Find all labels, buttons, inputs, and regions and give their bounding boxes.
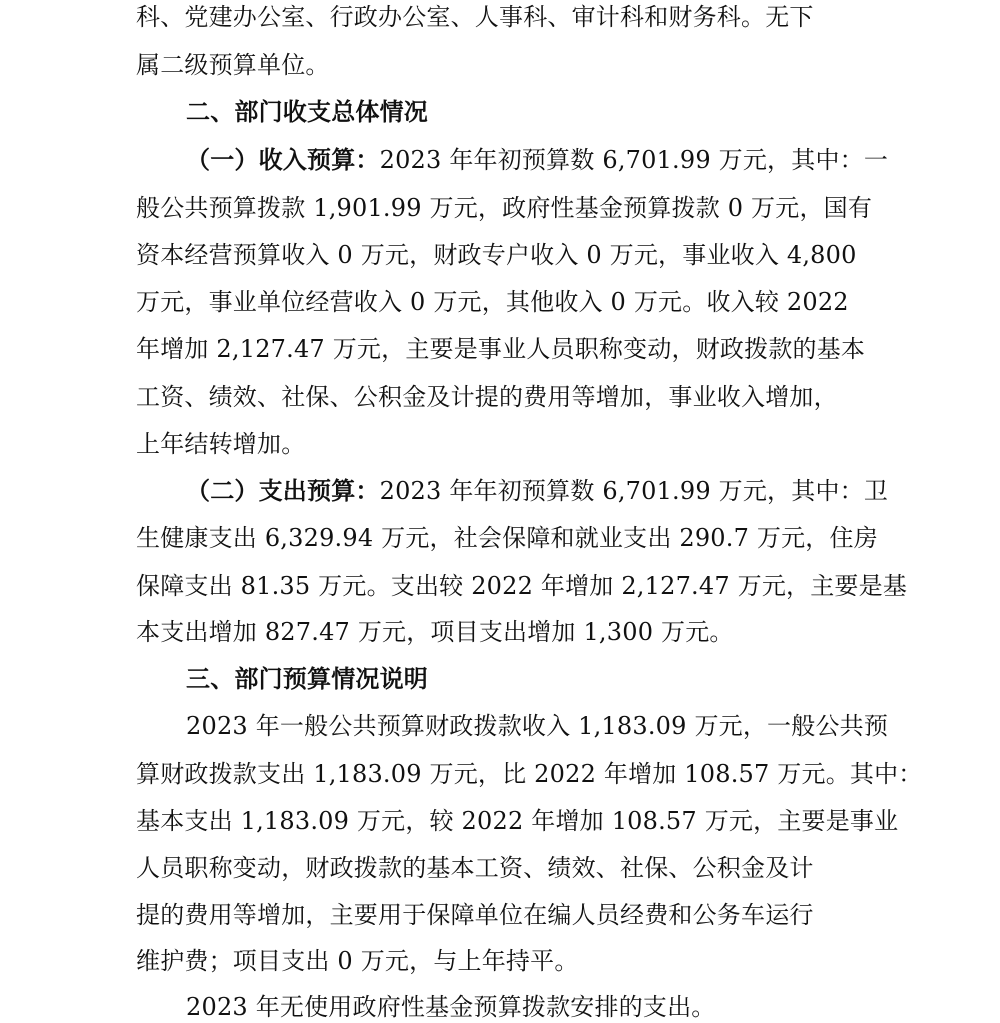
paragraph-line: 2023 年无使用政府性基金预算拨款安排的支出。 [186,993,716,1021]
paragraph-line [186,476,888,506]
paragraph-line: 资本经营预算收入 0 万元，财政专户收入 0 万元，事业收入 4,800 [136,241,857,269]
paragraph-line [186,145,888,175]
subheading-expense: （二）支出预算： [186,476,380,505]
paragraph-line: 维护费；项目支出 0 万元，与上年持平。 [136,947,579,975]
paragraph-line: 2023 年一般公共预算财政拨款收入 1,183.09 万元，一般公共预 [186,712,889,740]
paragraph-line: 科、党建办公室、行政办公室、人事科、审计科和财务科。无下 [136,3,814,31]
paragraph-text: 2023 年年初预算数 6,701.99 万元，其中：卫 [379,477,889,505]
paragraph-line: 保障支出 81.35 万元。支出较 2022 年增加 2,127.47 万元，主要是基 [136,572,908,600]
paragraph-text: 2023 年年初预算数 6,701.99 万元，其中：一 [379,146,889,174]
paragraph-line: 提的费用等增加，主要用于保障单位在编人员经费和公务车运行 [136,901,814,929]
paragraph-line: 工资、绩效、社保、公积金及计提的费用等增加，事业收入增加， [136,383,838,411]
subheading-income: （一）收入预算： [186,145,380,174]
paragraph-line: 属二级预算单位。 [136,51,330,79]
paragraph-line: 般公共预算拨款 1,901.99 万元，政府性基金预算拨款 0 万元，国有 [136,194,873,222]
paragraph-line: 年增加 2,127.47 万元，主要是事业人员职称变动，财政拨款的基本 [136,335,866,363]
paragraph-line: 生健康支出 6,329.94 万元，社会保障和就业支出 290.7 万元，住房 [136,524,878,552]
paragraph-line: 人员职称变动，财政拨款的基本工资、绩效、社保、公积金及计 [136,854,814,882]
paragraph-line: 万元，事业单位经营收入 0 万元，其他收入 0 万元。收入较 2022 [136,288,849,316]
paragraph-line: 本支出增加 827.47 万元，项目支出增加 1,300 万元。 [136,618,734,646]
paragraph-line: 上年结转增加。 [136,430,306,458]
paragraph-line: 基本支出 1,183.09 万元，较 2022 年增加 108.57 万元，主要是事业 [136,807,899,835]
section-heading-3: 三、部门预算情况说明 [186,664,428,693]
paragraph-line: 算财政拨款支出 1,183.09 万元，比 2022 年增加 108.57 万元。其中： [136,760,923,788]
section-heading-2: 二、部门收支总体情况 [186,97,428,126]
